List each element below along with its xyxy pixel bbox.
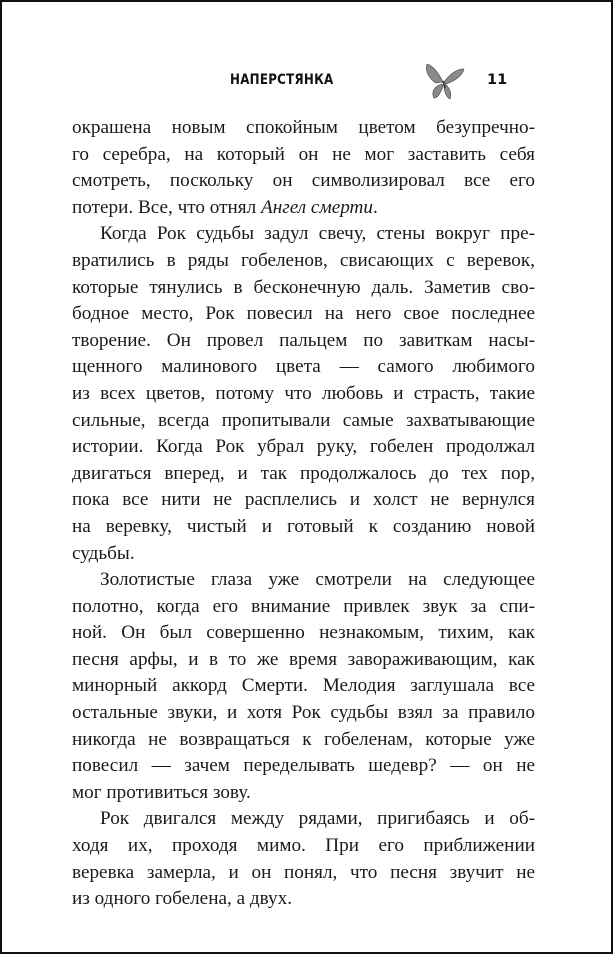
text-line: на веревку, чистый и готовый к созданию новой — [72, 515, 535, 537]
text-line: творение. Он провел пальцем по завиткам насы- — [72, 329, 535, 351]
text-line: которые тянулись в бесконечную даль. Заметив сво- — [72, 276, 535, 298]
text-line: повесил — зачем переделывать шедевр? — он не — [72, 755, 535, 777]
text-line: из всех цветов, потому что любовь и страсть, такие — [72, 382, 535, 404]
text-line: Золотистые глаза уже смотрели на следующее — [100, 569, 535, 591]
text-line: бодное место, Рок повесил на него свое последнее — [72, 303, 535, 325]
page-number: 11 — [487, 72, 508, 88]
text-run: потери. Все, что отнял — [72, 196, 261, 218]
text-line: минорный аккорд Смерти. Мелодия заглушала все — [72, 675, 535, 697]
text-run: . — [373, 196, 378, 218]
text-line: никогда не возвращаться к гобеленам, которые уже — [72, 728, 535, 750]
text-line: веревка замерла, и он понял, что песня звучит не — [72, 861, 535, 883]
text-line: из одного гобелена, а двух. — [72, 888, 293, 910]
text-line: Когда Рок судьбы задул свечу, стены вокруг пре- — [100, 223, 535, 245]
text-line: пока все нити не расплелись и холст не вернулся — [72, 489, 535, 511]
paragraph — [72, 115, 535, 221]
text-line: го серебра, на который он не мог заставить себя — [72, 143, 535, 165]
text-line: истории. Когда Рок убрал руку, гобелен продолжал — [72, 436, 535, 458]
text-line: двигаться вперед, и так продолжалось до тех пор, — [72, 462, 535, 484]
paragraph — [72, 806, 535, 912]
text-line: ной. Он был совершенно незнакомым, тихим, как — [72, 622, 535, 644]
text-line: Рок двигался между рядами, пригибаясь и об- — [100, 808, 535, 830]
text-line: полотно, когда его внимание привлек звук за спи- — [72, 595, 535, 617]
text-line: судьбы. — [72, 542, 135, 564]
paragraph — [72, 221, 535, 567]
text-line: сильные, всегда пропитывали самые захватывающие — [72, 409, 535, 431]
text-line: смотреть, поскольку он символизировал все его — [72, 170, 535, 192]
body-text — [72, 115, 535, 913]
running-head-title: НАПЕРСТЯНКА — [230, 72, 334, 88]
butterfly-icon — [422, 62, 466, 102]
text-line: окрашена новым спокойным цветом безупречно- — [72, 117, 535, 138]
italic-text: Ангел смерти — [261, 196, 373, 218]
text-line: мог противиться зову. — [72, 781, 251, 803]
text-line: ходя их, проходя мимо. При его приближении — [72, 835, 535, 857]
text-line: вратились в ряды гобеленов, свисающих с веревок, — [72, 249, 535, 271]
paragraph — [72, 567, 535, 806]
text-line: остальные звуки, и хотя Рок судьбы взял за правило — [72, 702, 535, 724]
running-head — [2, 68, 611, 98]
text-line — [72, 195, 535, 222]
text-line: песня арфы, и в то же время завораживающим, как — [72, 648, 535, 670]
text-line: щенного малинового цвета — самого любимого — [72, 356, 535, 378]
